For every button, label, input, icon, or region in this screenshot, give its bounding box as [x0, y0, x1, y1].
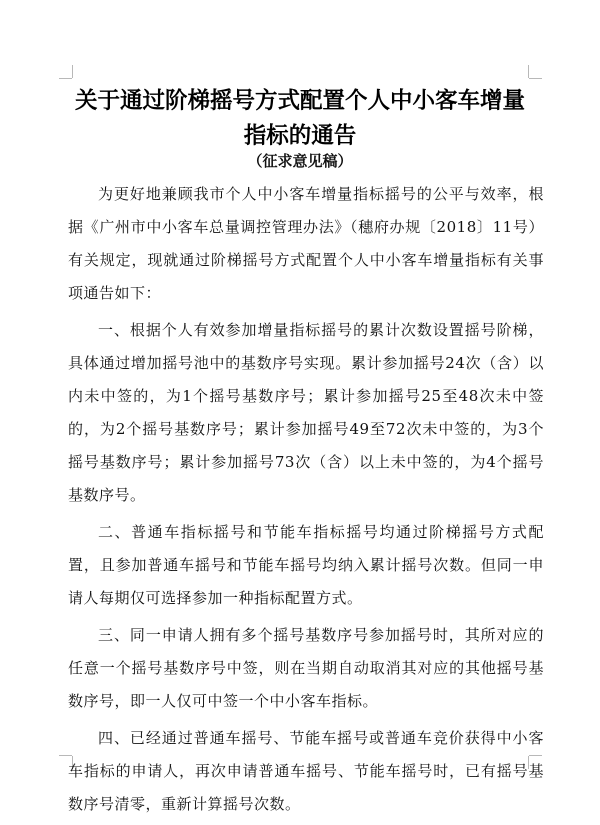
title-line-2: 指标的通告	[243, 123, 357, 149]
crop-mark-top-left-h	[59, 78, 72, 79]
crop-mark-top-right-h	[529, 78, 542, 79]
paragraph-intro: 为更好地兼顾我市个人中小客车增量指标摇号的公平与效率，根据《广州市中小客车总量调控管理办法》（穗府办规〔2018〕11号）有关规定，现就通过阶梯摇号方式配置个人中小客车增量指标有关事项通告如下：	[68, 185, 544, 302]
title-line-1: 关于通过阶梯摇号方式配置个人中小客车增量	[74, 88, 525, 114]
paragraph-item-1: 一、根据个人有效参加增量指标摇号的累计次数设置摇号阶梯，具体通过增加摇号池中的基数序号实现。累计参加摇号24次（含）以内未中签的，为1个摇号基数序号；累计参加摇号25至48次未中签的，为2个摇号基数序号；累计参加摇号49至72次未中签的，为3个摇号基数序号；累计参加摇号73次（含）以上未中签的，为4个摇号基数序号。	[68, 321, 544, 504]
paragraph-item-2: 二、普通车指标摇号和节能车指标摇号均通过阶梯摇号方式配置，且参加普通车摇号和节能车摇号均纳入累计摇号次数。但同一申请人每期仅可选择参加一种指标配置方式。	[68, 523, 544, 607]
paragraph-item-3: 三、同一申请人拥有多个摇号基数序号参加摇号时，其所对应的任意一个摇号基数序号中签，则在当期自动取消其对应的其他摇号基数序号，即一人仅可中签一个中小客车指标。	[68, 626, 544, 710]
document-body	[68, 178, 544, 825]
paragraph-item-4: 四、已经通过普通车摇号、节能车摇号或普通车竞价获得中小客车指标的申请人，再次申请普通车摇号、节能车摇号时，已有摇号基数序号清零，重新计算摇号次数。	[68, 729, 544, 813]
crop-mark-top-left-v	[72, 65, 73, 78]
crop-mark-top-right-v	[528, 65, 529, 78]
document-title	[50, 84, 550, 154]
document-subtitle: （征求意见稿）	[247, 152, 353, 170]
